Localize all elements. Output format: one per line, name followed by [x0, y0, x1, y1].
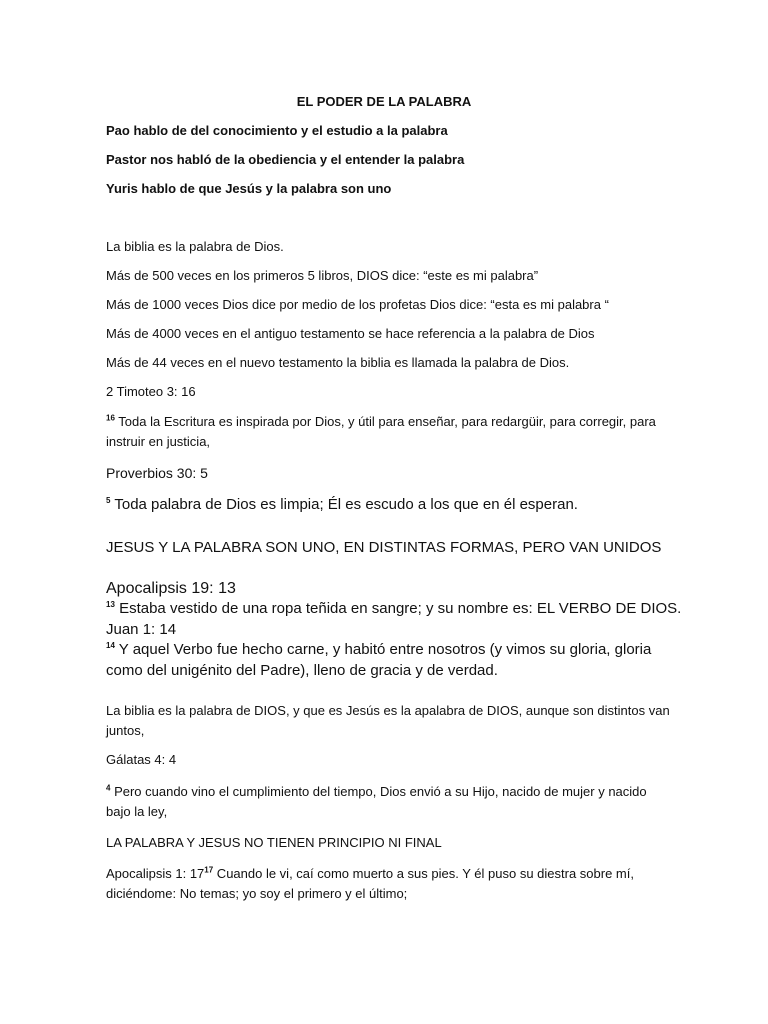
- verse-text: Estaba vestido de una ropa teñida en sangre; y su nombre es: EL VERBO DE DIOS.: [114, 600, 682, 617]
- fact-line-1: La biblia es la palabra de Dios.: [106, 239, 284, 254]
- reference-apocalipsis-1: Apocalipsis 1: 17: [106, 866, 205, 881]
- heading-principio: LA PALABRA Y JESUS NO TIENEN PRINCIPIO NI FINAL: [106, 835, 442, 850]
- verse-number: 14: [106, 641, 115, 650]
- fact-line-2: Más de 500 veces en los primeros 5 libros, DIOS dice: “este es mi palabra”: [106, 268, 539, 283]
- document-title: EL PODER DE LA PALABRA: [296, 94, 472, 109]
- reference-timoteo: 2 Timoteo 3: 16: [106, 384, 196, 399]
- verse-proverbios: [106, 494, 578, 515]
- heading-unidos: JESUS Y LA PALABRA SON UNO, EN DISTINTAS FORMAS, PERO VAN UNIDOS: [106, 539, 662, 556]
- intro-line-2: Pastor nos habló de la obediencia y el entender la palabra: [106, 152, 465, 167]
- verse-number: 13: [106, 600, 115, 609]
- intro-line-3: Yuris hablo de que Jesús y la palabra son uno: [106, 181, 392, 196]
- verse-number: 4: [106, 783, 111, 793]
- verse-text: Toda la Escritura es inspirada por Dios, y útil para enseñar, para redargüir, para corregir, para instruir en justicia,: [106, 414, 656, 449]
- verse-text: Y aquel Verbo fue hecho carne, y habitó entre nosotros (y vimos su gloria, gloria: [114, 641, 652, 658]
- verse-text: Cuando le vi, caí como muerto a sus pies. Y él puso su diestra sobre mí, diciéndome: No temas; yo soy el primero y el último;: [106, 866, 634, 901]
- verse-text: Toda palabra de Dios es limpia; Él es escudo a los que en él esperan.: [110, 496, 578, 513]
- verse-juan-line-2: como del unigénito del Padre), lleno de gracia y de verdad.: [106, 662, 498, 679]
- fact-line-5: Más de 44 veces en el nuevo testamento la biblia es llamada la palabra de Dios.: [106, 355, 570, 370]
- paragraph-distintos: La biblia es la palabra de DIOS, y que es Jesús es la apalabra de DIOS, aunque son distintos van juntos,: [106, 703, 670, 738]
- reference-juan: Juan 1: 14: [106, 621, 177, 638]
- reference-proverbios: Proverbios 30: 5: [106, 465, 208, 481]
- fact-line-4: Más de 4000 veces en el antiguo testamento se hace referencia a la palabra de Dios: [106, 326, 595, 341]
- intro-line-1: Pao hablo de del conocimiento y el estudio a la palabra: [106, 123, 448, 138]
- verse-number: 5: [106, 496, 111, 505]
- verse-text: Pero cuando vino el cumplimiento del tiempo, Dios envió a su Hijo, nacido de mujer y nacido bajo la ley,: [106, 784, 647, 819]
- verse-apocalipsis-1: [106, 864, 671, 904]
- verse-galatas: [106, 782, 666, 822]
- verse-timoteo: [106, 412, 666, 452]
- reference-apocalipsis-19: Apocalipsis 19: 13: [106, 580, 236, 597]
- verse-number: 16: [106, 413, 115, 423]
- reference-galatas: Gálatas 4: 4: [106, 752, 177, 767]
- verse-apocalipsis-19: [106, 598, 681, 619]
- fact-line-3: Más de 1000 veces Dios dice por medio de los profetas Dios dice: “esta es mi palabra “: [106, 297, 609, 312]
- verse-number: 17: [204, 865, 214, 875]
- verse-juan-line-1: [106, 639, 651, 660]
